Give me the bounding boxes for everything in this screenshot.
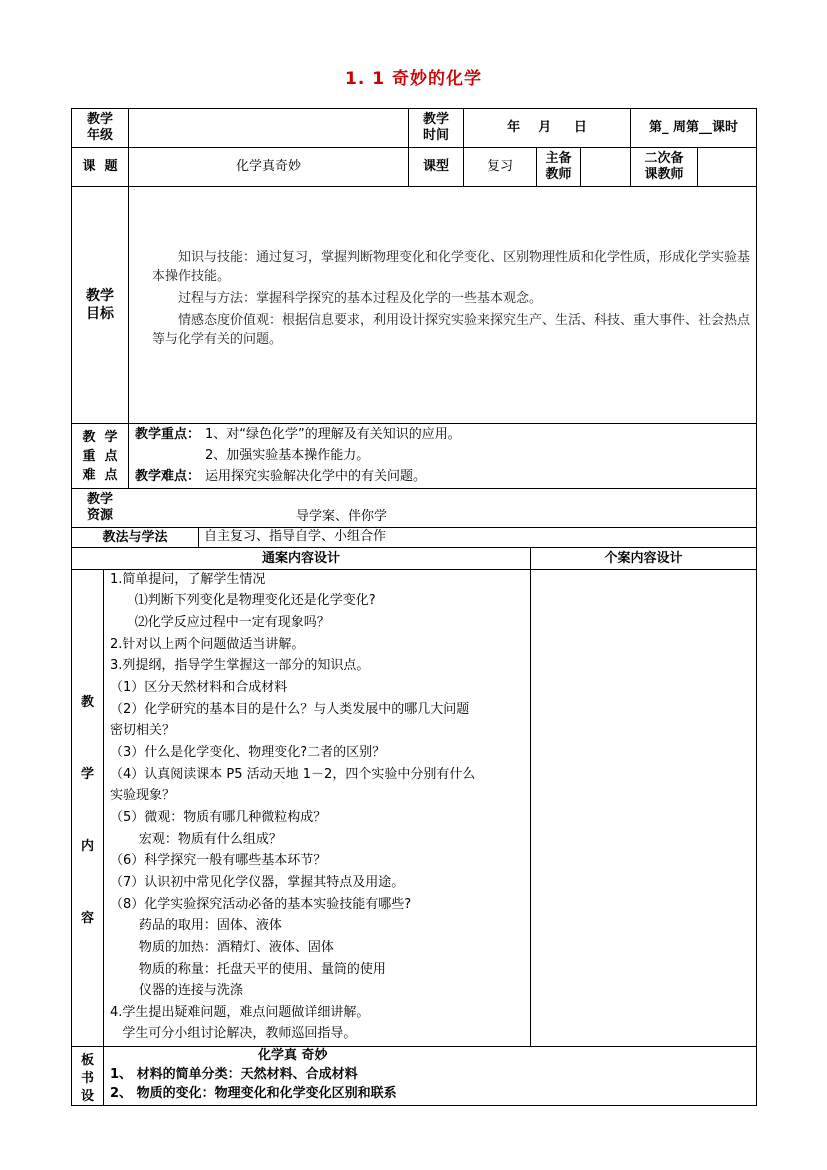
board-line-2: 2、 物质的变化：物理变化和化学变化区别和联系 bbox=[110, 1086, 397, 1101]
goals-content bbox=[152, 248, 752, 349]
common-design-header: 通案内容设计 bbox=[261, 550, 340, 566]
content-line: 密切相关？ bbox=[110, 723, 176, 738]
methods-value: 自主复习、指导自学、小组合作 bbox=[204, 529, 387, 544]
content-side-label-3: 内 bbox=[80, 839, 94, 854]
grade-label: 教学 年级 bbox=[86, 112, 113, 143]
content-line: 学生可分小组讨论解决，教师巡回指导。 bbox=[110, 1026, 357, 1041]
focus-title: 教学重点： bbox=[135, 427, 201, 442]
content-line: （6）科学探究一般有哪些基本环节？ bbox=[110, 853, 327, 868]
methods-label: 教法与学法 bbox=[102, 529, 168, 545]
main-teacher-value bbox=[581, 148, 630, 186]
topic-value: 化学真奇妙 bbox=[235, 159, 301, 174]
date-value: 年 月 日 bbox=[507, 120, 587, 135]
goals-label: 教学 目标 bbox=[86, 288, 114, 322]
time-label: 教学 时间 bbox=[422, 112, 449, 143]
second-teacher-label: 二次备 课教师 bbox=[644, 151, 684, 182]
difficulty-text: 运用探究实验解决化学中的有关问题。 bbox=[205, 469, 427, 484]
content-line: ⑵化学反应过程中一定有现象吗？ bbox=[110, 615, 330, 630]
content-line: 物质的加热：酒精灯、液体、固体 bbox=[110, 940, 334, 955]
board-side-label-1: 板 bbox=[80, 1053, 94, 1068]
board-side-label-3: 设 bbox=[80, 1089, 94, 1104]
type-label: 课型 bbox=[422, 159, 449, 174]
content-line: （8）化学实验探究活动必备的基本实验技能有哪些? bbox=[110, 897, 412, 912]
content-side-label-4: 容 bbox=[80, 911, 94, 926]
content-line: （2）化学研究的基本目的是什么？与人类发展中的哪几大问题 bbox=[110, 702, 470, 717]
board-heading: 化学真 奇妙 bbox=[258, 1048, 328, 1063]
content-line: 药品的取用：固体、液体 bbox=[110, 918, 282, 933]
content-line: （1）区分天然材料和合成材料 bbox=[110, 680, 288, 695]
topic-label: 课 题 bbox=[82, 159, 118, 174]
content-line: （3）什么是化学变化、物理变化?二者的区别？ bbox=[110, 745, 386, 760]
content-side-label-1: 教 bbox=[80, 695, 94, 710]
content-line: （7）认识初中常见化学仪器，掌握其特点及用途。 bbox=[110, 875, 405, 890]
content-line: 实验现象？ bbox=[110, 788, 176, 803]
content-line: ⑴判断下列变化是物理变化还是化学变化? bbox=[110, 593, 376, 608]
content-line: （4）认真阅读课本 P5 活动天地 1－2，四个实验中分别有什么 bbox=[110, 767, 476, 782]
difficulty-title: 教学难点： bbox=[135, 469, 201, 484]
content-line: 仪器的连接与洗涤 bbox=[110, 983, 243, 998]
goal-attitude: 情感态度价值观：根据信息要求，利用设计探究实验来探究生产、生活、科技、重大事件、社会热点等与化学有关的问题。 bbox=[152, 313, 751, 347]
page-title: 1. 1 奇妙的化学 bbox=[345, 69, 482, 89]
board-line-1: 1、 材料的简单分类：天然材料、合成材料 bbox=[110, 1067, 358, 1082]
resources-value: 导学案、伴你学 bbox=[296, 509, 388, 524]
goal-process: 过程与方法：掌握科学探究的基本过程及化学的一些基本观念。 bbox=[178, 291, 543, 306]
second-teacher-value bbox=[698, 148, 756, 186]
type-value: 复习 bbox=[486, 159, 513, 174]
resources-label: 教学 资源 bbox=[86, 492, 113, 523]
focus-item-1: 1、对“绿色化学”的理解及有关知识的应用。 bbox=[205, 427, 461, 442]
board-side-label-2: 书 bbox=[80, 1071, 94, 1086]
content-line: 3.列提纲，指导学生掌握这一部分的知识点。 bbox=[110, 658, 370, 673]
content-line: 2.针对以上两个问题做适当讲解。 bbox=[110, 637, 305, 652]
key-points-label: 教 学 重 点 难 点 bbox=[82, 429, 118, 483]
content-line: （5）微观：物质有哪几种微粒构成？ bbox=[110, 810, 327, 825]
focus-item-2: 2、加强实验基本操作能力。 bbox=[205, 448, 370, 463]
content-line: 宏观：物质有什么组成？ bbox=[110, 832, 282, 847]
individual-design-header: 个案内容设计 bbox=[604, 550, 683, 566]
goal-knowledge: 知识与技能：通过复习，掌握判断物理变化和化学变化、区别物理性质和化学性质，形成化学实验基本操作技能。 bbox=[152, 250, 751, 284]
content-line: 物质的称量：托盘天平的使用、量筒的使用 bbox=[110, 962, 386, 977]
week-value: 第_ 周第__课时 bbox=[648, 120, 739, 135]
content-line: 4.学生提出疑难问题，难点问题做详细讲解。 bbox=[110, 1005, 370, 1020]
content-line: 1.简单提问，了解学生情况 bbox=[110, 572, 266, 587]
main-teacher-label: 主备 教师 bbox=[545, 151, 572, 182]
grade-value bbox=[129, 109, 408, 147]
content-side-label-2: 学 bbox=[80, 767, 94, 782]
